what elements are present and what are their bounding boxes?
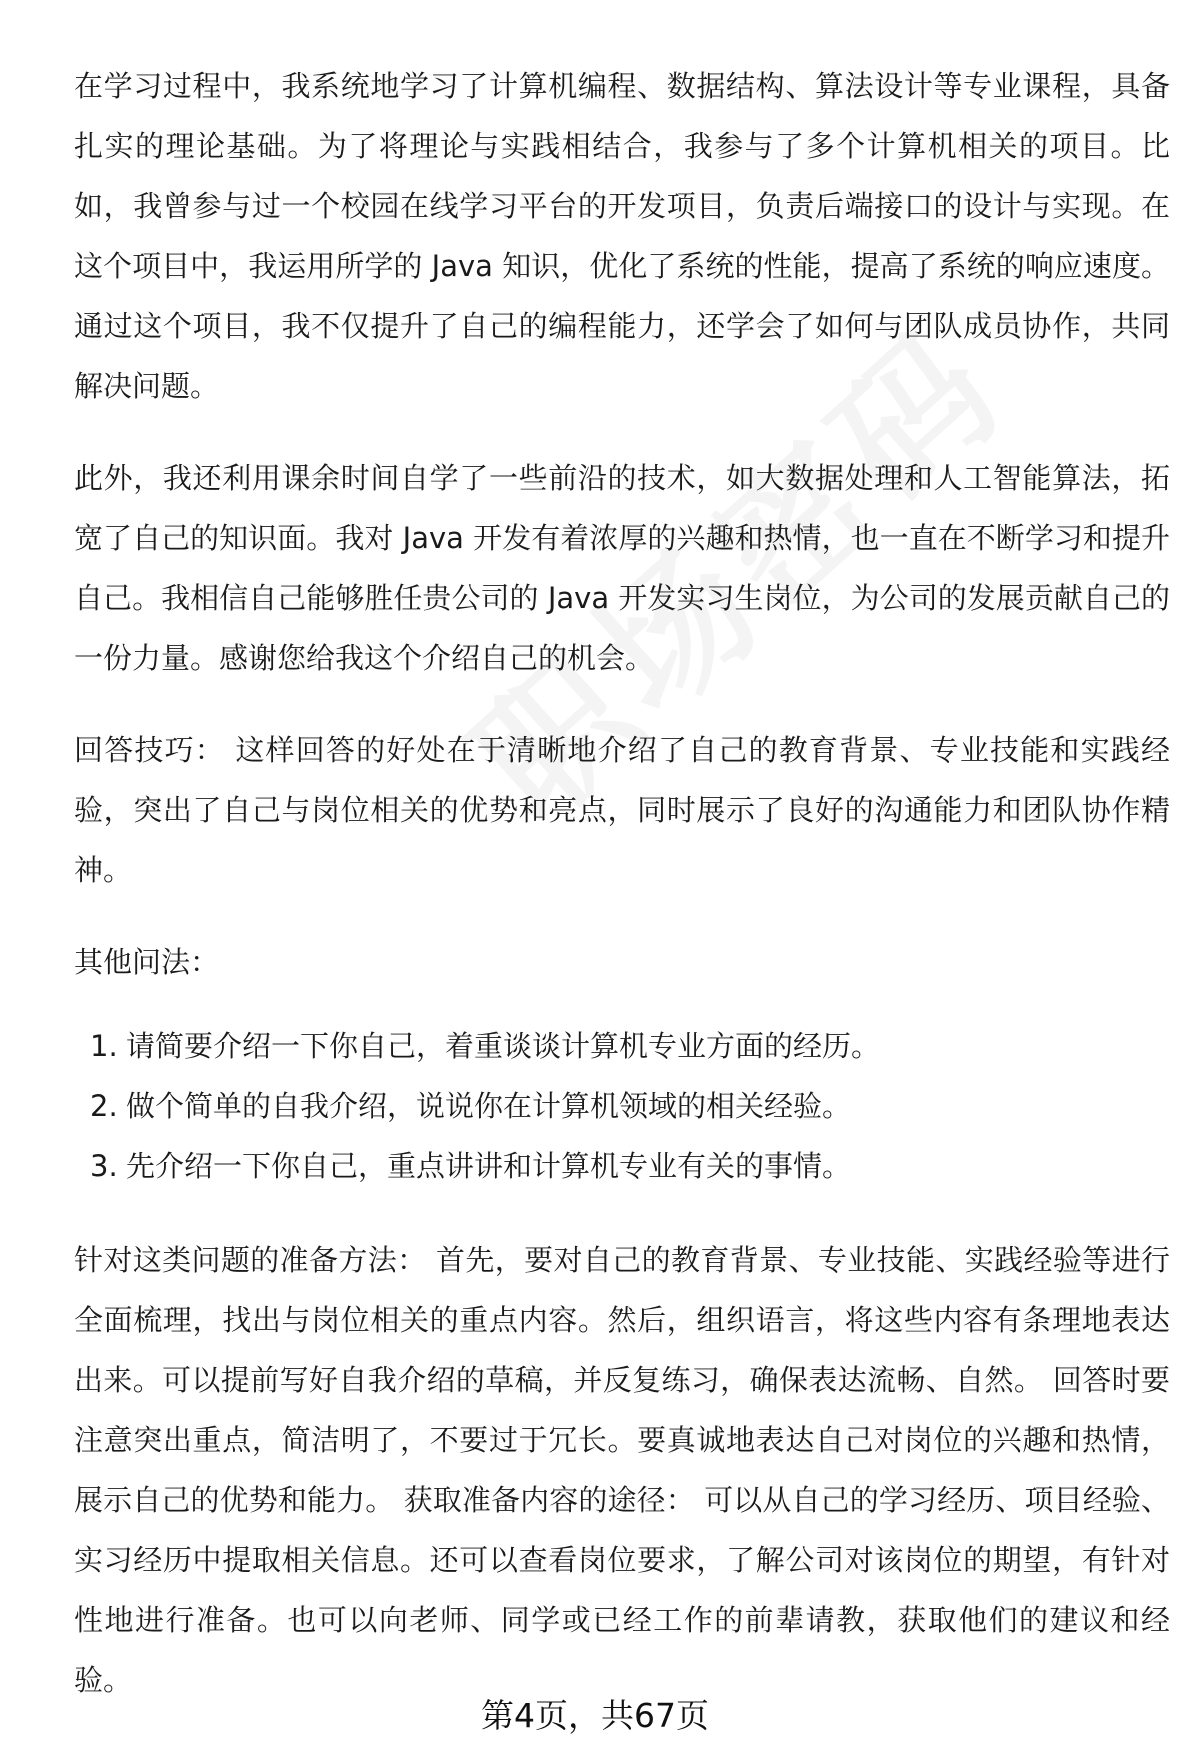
document-body bbox=[74, 56, 1170, 1742]
list-item-text: 请简要介绍一下你自己，着重谈谈计算机专业方面的经历。 bbox=[126, 1029, 881, 1063]
other-questions-label: 其他问法： bbox=[74, 945, 220, 979]
list-item-number: 1. bbox=[90, 1029, 118, 1063]
other-questions-list bbox=[74, 1016, 1170, 1196]
paragraph-answer-tips: 回答技巧： 这样回答的好处在于清晰地介绍了自己的教育背景、专业技能和实践经验，突出了自己与岗位相关的优势和亮点，同时展示了良好的沟通能力和团队协作精神。 bbox=[74, 733, 1170, 887]
list-item-number: 2. bbox=[90, 1089, 118, 1123]
list-item bbox=[74, 1016, 1170, 1076]
paragraph-learning: 在学习过程中，我系统地学习了计算机编程、数据结构、算法设计等专业课程，具备扎实的理论基础。为了将理论与实践相结合，我参与了多个计算机相关的项目。比如，我曾参与过一个校园在线学习平台的开发项目，负责后端接口的设计与实现。在这个项目中，我运用所学的 Java 知识，优化了系统的性能，提高了系统的响应速度。通过这个项目，我不仅提升了自己的编程能力，还学会了如何与团队成员协作，共同解决问题。 bbox=[74, 69, 1170, 403]
list-item bbox=[74, 1076, 1170, 1136]
list-item-text: 做个简单的自我介绍，说说你在计算机领域的相关经验。 bbox=[126, 1089, 852, 1123]
paragraph-self-study: 此外，我还利用课余时间自学了一些前沿的技术，如大数据处理和人工智能算法，拓宽了自己的知识面。我对 Java 开发有着浓厚的兴趣和热情，也一直在不断学习和提升自己。我相信自己能够胜任贵公司的 Java 开发实习生岗位，为公司的发展贡献自己的一份力量。感谢您给我这个介绍自己的机会。 bbox=[74, 461, 1170, 675]
list-item bbox=[74, 1136, 1170, 1196]
paragraph-preparation: 针对这类问题的准备方法： 首先，要对自己的教育背景、专业技能、实践经验等进行全面梳理，找出与岗位相关的重点内容。然后，组织语言，将这些内容有条理地表达出来。可以提前写好自我介绍的草稿，并反复练习，确保表达流畅、自然。 回答时要注意突出重点，简洁明了，不要过于冗长。要真诚地表达自己对岗位的兴趣和热情，展示自己的优势和能力。 获取准备内容的途径： 可以从自己的学习经历、项目经验、实习经历中提取相关信息。还可以查看岗位要求，了解公司对该岗位的期望，有针对性地进行准备。也可以向老师、同学或已经工作的前辈请教，获取他们的建议和经验。 bbox=[74, 1243, 1170, 1697]
page-number-footer: 第4页，共67页 bbox=[481, 1696, 709, 1735]
list-item-number: 3. bbox=[90, 1149, 118, 1183]
list-item-text: 先介绍一下你自己，重点讲讲和计算机专业有关的事情。 bbox=[126, 1149, 852, 1183]
